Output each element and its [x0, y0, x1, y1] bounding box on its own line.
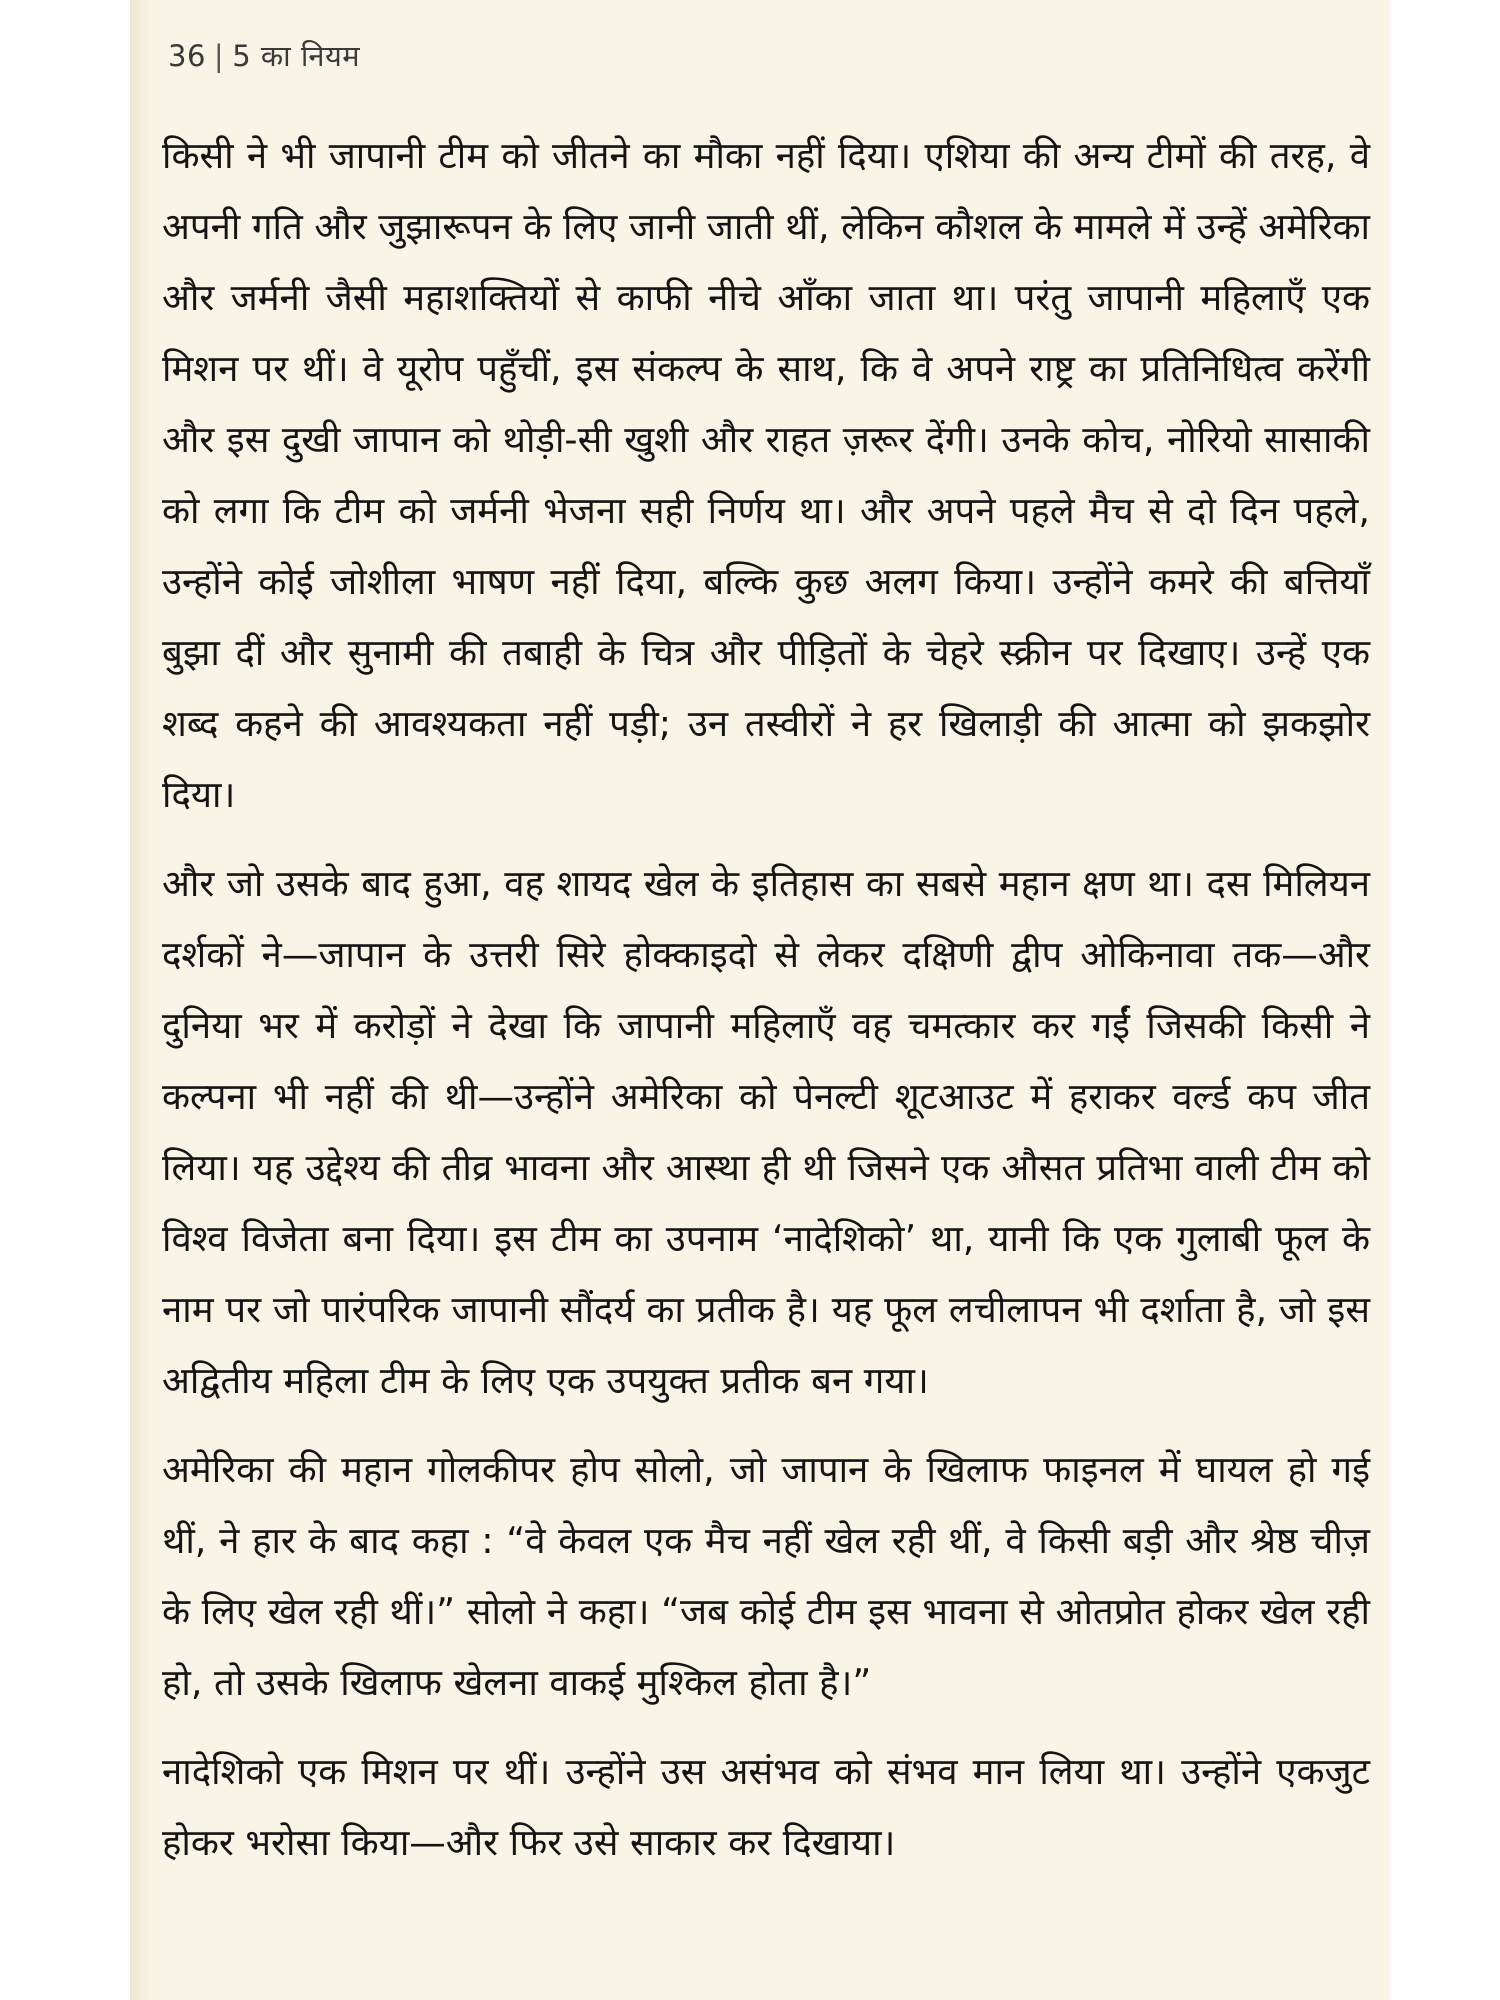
paragraph-3: अमेरिका की महान गोलकीपर होप सोलो, जो जापान के खिलाफ फाइनल में घायल हो गई थीं, ने हार के बाद कहा : “वे केवल एक मैच नहीं खेल रही थीं, वे किसी बड़ी और श्रेष्ठ चीज़ के लिए खेल रही थीं।” सोलो ने कहा। “जब कोई टीम इस भावना से ओतप्रोत होकर खेल रही हो, तो उसके खिलाफ खेलना वाकई मुश्किल होता है।”	[162, 1448, 1370, 1704]
paragraph-1: किसी ने भी जापानी टीम को जीतने का मौका नहीं दिया। एशिया की अन्य टीमों की तरह, वे अपनी गति और जुझारूपन के लिए जानी जाती थीं, लेकिन कौशल के मामले में उन्हें अमेरिका और जर्मनी जैसी महाशक्तियों से काफी नीचे आँका जाता था। परंतु जापानी महिलाएँ एक मिशन पर थीं। वे यूरोप पहुँचीं, इस संकल्प के साथ, कि वे अपने राष्ट्र का प्रतिनिधित्व करेंगी और इस दुखी जापान को थोड़ी-सी खुशी और राहत ज़रूर देंगी। उनके कोच, नोरियो सासाकी को लगा कि टीम को जर्मनी भेजना सही निर्णय था। और अपने पहले मैच से दो दिन पहले, उन्होंने कोई जोशीला भाषण नहीं दिया, बल्कि कुछ अलग किया। उन्होंने कमरे की बत्तियाँ बुझा दीं और सुनामी की तबाही के चित्र और पीड़ितों के चेहरे स्क्रीन पर दिखाए। उन्हें एक शब्द कहने की आवश्यकता नहीं पड़ी; उन तस्वीरों ने हर खिलाड़ी की आत्मा को झकझोर दिया।	[162, 134, 1370, 816]
chapter-title: 5 का नियम	[232, 39, 361, 73]
book-page	[130, 0, 1390, 2000]
paragraph-4: नादेशिको एक मिशन पर थीं। उन्होंने उस असंभव को संभव मान लिया था। उन्होंने एकजुट होकर भरोसा किया—और फिर उसे साकार कर दिखाया।	[162, 1750, 1370, 1864]
header-separator: |	[213, 39, 225, 73]
running-header	[168, 36, 360, 75]
body-text	[162, 120, 1370, 1878]
page-number: 36	[168, 39, 206, 73]
paragraph-2: और जो उसके बाद हुआ, वह शायद खेल के इतिहास का सबसे महान क्षण था। दस मिलियन दर्शकों ने—जापान के उत्तरी सिरे होक्काइदो से लेकर दक्षिणी द्वीप ओकिनावा तक—और दुनिया भर में करोड़ों ने देखा कि जापानी महिलाएँ वह चमत्कार कर गईं जिसकी किसी ने कल्पना भी नहीं की थी—उन्होंने अमेरिका को पेनल्टी शूटआउट में हराकर वर्ल्ड कप जीत लिया। यह उद्देश्य की तीव्र भावना और आस्था ही थी जिसने एक औसत प्रतिभा वाली टीम को विश्व विजेता बना दिया। इस टीम का उपनाम ‘नादेशिको’ था, यानी कि एक गुलाबी फूल के नाम पर जो पारंपरिक जापानी सौंदर्य का प्रतीक है। यह फूल लचीलापन भी दर्शाता है, जो इस अद्वितीय महिला टीम के लिए एक उपयुक्त प्रतीक बन गया।	[162, 862, 1370, 1402]
